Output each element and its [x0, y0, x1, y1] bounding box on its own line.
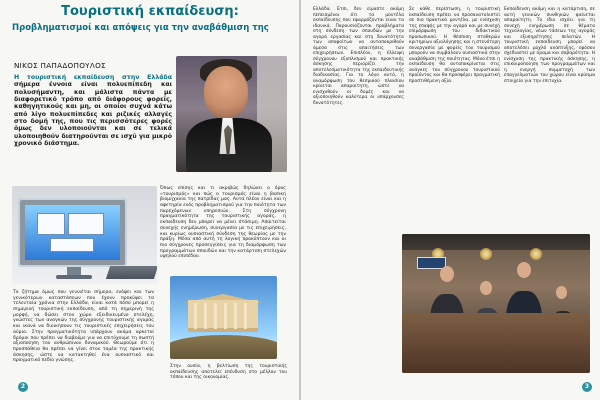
- right-column-text: Όπως επίσης και τι ακριβώς δηλώνει ο όρος «τουρισμός» και πώς ο τουρισμός είναι η βασική βιομηχανία της πατρίδας μας. Αυτά πλέον είναι και η αφετηρία ενός προβληματισμού για την ποιότητα των παρεχόμενων υπηρεσιών. Στη σύγχρονη πραγματικότητα της τουριστικής αγοράς, η εκπαίδευση δεν μπορεί να μένει στάσιμη. Απαιτείται συνεχής ενημέρωση, συνεργασία με τις επιχειρήσεις, και κυρίως ουσιαστική σύνδεση της θεωρίας με την πράξη. Μέσα από αυτή τη λογική προκύπτουν και οι πιο σύγχρονες προσεγγίσεις για τη διαμόρφωση των προγραμμάτων σπουδών και την κατάρτιση στελεχών υψηλού επιπέδου.: [160, 186, 286, 260]
- temple: [188, 300, 258, 332]
- screen-window: [68, 213, 104, 235]
- computer-photo: [12, 186, 157, 284]
- person-left-head: [440, 266, 454, 282]
- temple-column: [224, 303, 227, 329]
- lead-paragraph: [14, 74, 172, 147]
- person-center-head: [517, 262, 531, 278]
- ceiling-lamp-icon: [530, 248, 542, 260]
- page-number-right: 3: [582, 382, 592, 392]
- person-middle-head: [480, 281, 492, 295]
- monitor-base: [56, 275, 92, 279]
- screen-window: [37, 213, 65, 235]
- article-subtitle: Προβληματισμοί και απόψεις για την αναβάθμιση της: [12, 23, 269, 33]
- page-number-left: 2: [18, 382, 28, 392]
- lead-opening: Η τουριστική εκπαίδευση στην Ελλάδα: [14, 74, 172, 81]
- acropolis-photo: [170, 276, 277, 359]
- person-right-head: [556, 286, 567, 299]
- right-page-column-1: Ελλάδα. Έτσι, δεν είμαστε ακόμη πεπεισμένοι ότι τα μοντέλα εκπαίδευσης που εφαρμόζονται είναι τα ιδανικά. Παρουσιάζονται προβλήματα στη σύνδεση των σπουδών με την αγορά εργασίας και στη δυνατότητα των αποφοίτων να ανταποκριθούν άμεσα στις απαιτήσεις των επιχειρήσεων. Επιπλέον, η έλλειψη σύγχρονου εξοπλισμού και πρακτικής άσκησης περιορίζει την αποτελεσματικότητα της εκπαιδευτικής διαδικασίας. Για το λόγο αυτό, η αναμόρφωση του θεσμικού πλαισίου κρίνεται απαραίτητη, ώστε να ενισχυθούν οι δομές και να αξιοποιηθούν καλύτερα οι υπάρχουσες δυνατότητες.: [313, 7, 404, 106]
- portrait-face: [204, 66, 248, 118]
- ceiling-lamp-icon: [480, 248, 492, 260]
- temple-column: [244, 303, 247, 329]
- author-portrait: [176, 56, 287, 172]
- hill: [170, 335, 277, 359]
- article-title: Τουριστική εκπαίδευση:: [61, 4, 239, 19]
- closing-text: Στην ουσία, η βελτίωση της τουριστικής εκπαίδευσης αποτελεί επένδυση στο μέλλον του τόπου και της οικονομίας.: [170, 364, 287, 381]
- right-page-column-2: Σε κάθε περίπτωση, η τουριστική εκπαίδευση πρέπει να προσανατολιστεί σε πιο πρακτικά μοντέλα, με ενίσχυση της επαφής με την αγορά και με συνεχή επιμόρφωση του διδακτικού προσωπικού. Η θέσπιση σταθερών κριτηρίων αξιολόγησης και η στενότερη συνεργασία με φορείς του τουρισμού μπορούν να συμβάλουν ουσιαστικά στην αναβάθμιση της ποιότητας. Μόνο έτσι η εκπαίδευση θα ανταποκρίνεται στις ανάγκες του σύγχρονου τουριστικού προϊόντος και θα προσφέρει πραγματική προστιθέμενη αξία.: [409, 7, 500, 84]
- reception-counter: [402, 313, 590, 373]
- lead-body: σήμερα έννοια είναι πολυεπίπεδη και πολυσήμαντη, και μάλιστα πάντα με διαφορετικό τρόπο από διάφορους φορείς, καθηγητικούς και μη, οι οποίοι συχνά κάτω από λίγο πολυεπίπεδες και ριζικές αλλαγές στο δομή της, που τις περισσότερες φορές όμως δεν υλοποιούνται και σε τελικά υλοποιηθούν διατηρούνται σε ισχύ για μικρό χρονικό διάστημα.: [14, 81, 172, 147]
- temple-column: [234, 303, 237, 329]
- left-column-text: Το ζήτημα όμως που γεννιέται σήμερα, ενόψει και των γενικότερων καταστάσεων που έχουν προκύψει τα τελευταία χρόνια στην Ελλάδα, είναι κατά πόσο μπορεί η σημερινή τουριστική εκπαίδευση, από τη σημερινή της μορφή, να δώσει στον χώρο εξειδικευμένο στελέχη, γνώστες των αναγκών της σύγχρονης τουριστικής αγοράς και ικανά να διοικήσουν τις τουριστικές επιχειρήσεις του αύριο. Στην πραγματικότητα υπάρχουν ακόμα αρκετοί δρόμοι που πρέπει να διαβούμε για να επιτύχουμε τη σωστή αξιοποίηση του ανθρώπινου δυναμικού. Θεωρούμε ότι η προσπάθεια θα πρέπει να γίνει στον τομέα της πρακτικής άσκησης, ώστε να κατακτηθεί ένα ουσιαστικό και πραγματικό πεδίο γνώσης.: [13, 290, 154, 364]
- temple-column: [214, 303, 217, 329]
- right-page-column-3: Εκπαίδευση ακόμη και η κατάρτιση, σε αυτή γενικών συνθηκών φαίνεται απαραίτητη. Το ίδιο ισχύει για τη συνεχή ενημέρωση σε θέματα τεχνολογίας, νέων τάσεων της αγοράς και εξυπηρέτησης πελατών. Η τουριστική εκπαίδευση μπορεί να αποτελέσει μοχλό ανάπτυξης, εφόσον σχεδιαστεί με όραμα και σοβαρότητα. Η ενίσχυση της πρακτικής άσκησης, η επικαιροποίηση των προγραμμάτων και η ενεργή συμμετοχή των επαγγελματιών του χώρου είναι κρίσιμα στοιχεία για την επιτυχία.: [504, 7, 595, 84]
- ceiling-panel: [402, 234, 590, 250]
- left-page: [0, 0, 299, 400]
- right-page: [301, 0, 600, 400]
- temple-column: [204, 303, 207, 329]
- keyboard: [106, 266, 157, 279]
- temple-column: [194, 303, 197, 329]
- screen-window: [50, 238, 94, 252]
- author-name: ΝΙΚΟΣ ΠΑΠΑΔΟΠΟΥΛΟΣ: [14, 61, 106, 70]
- hotel-reception-photo: [402, 234, 590, 373]
